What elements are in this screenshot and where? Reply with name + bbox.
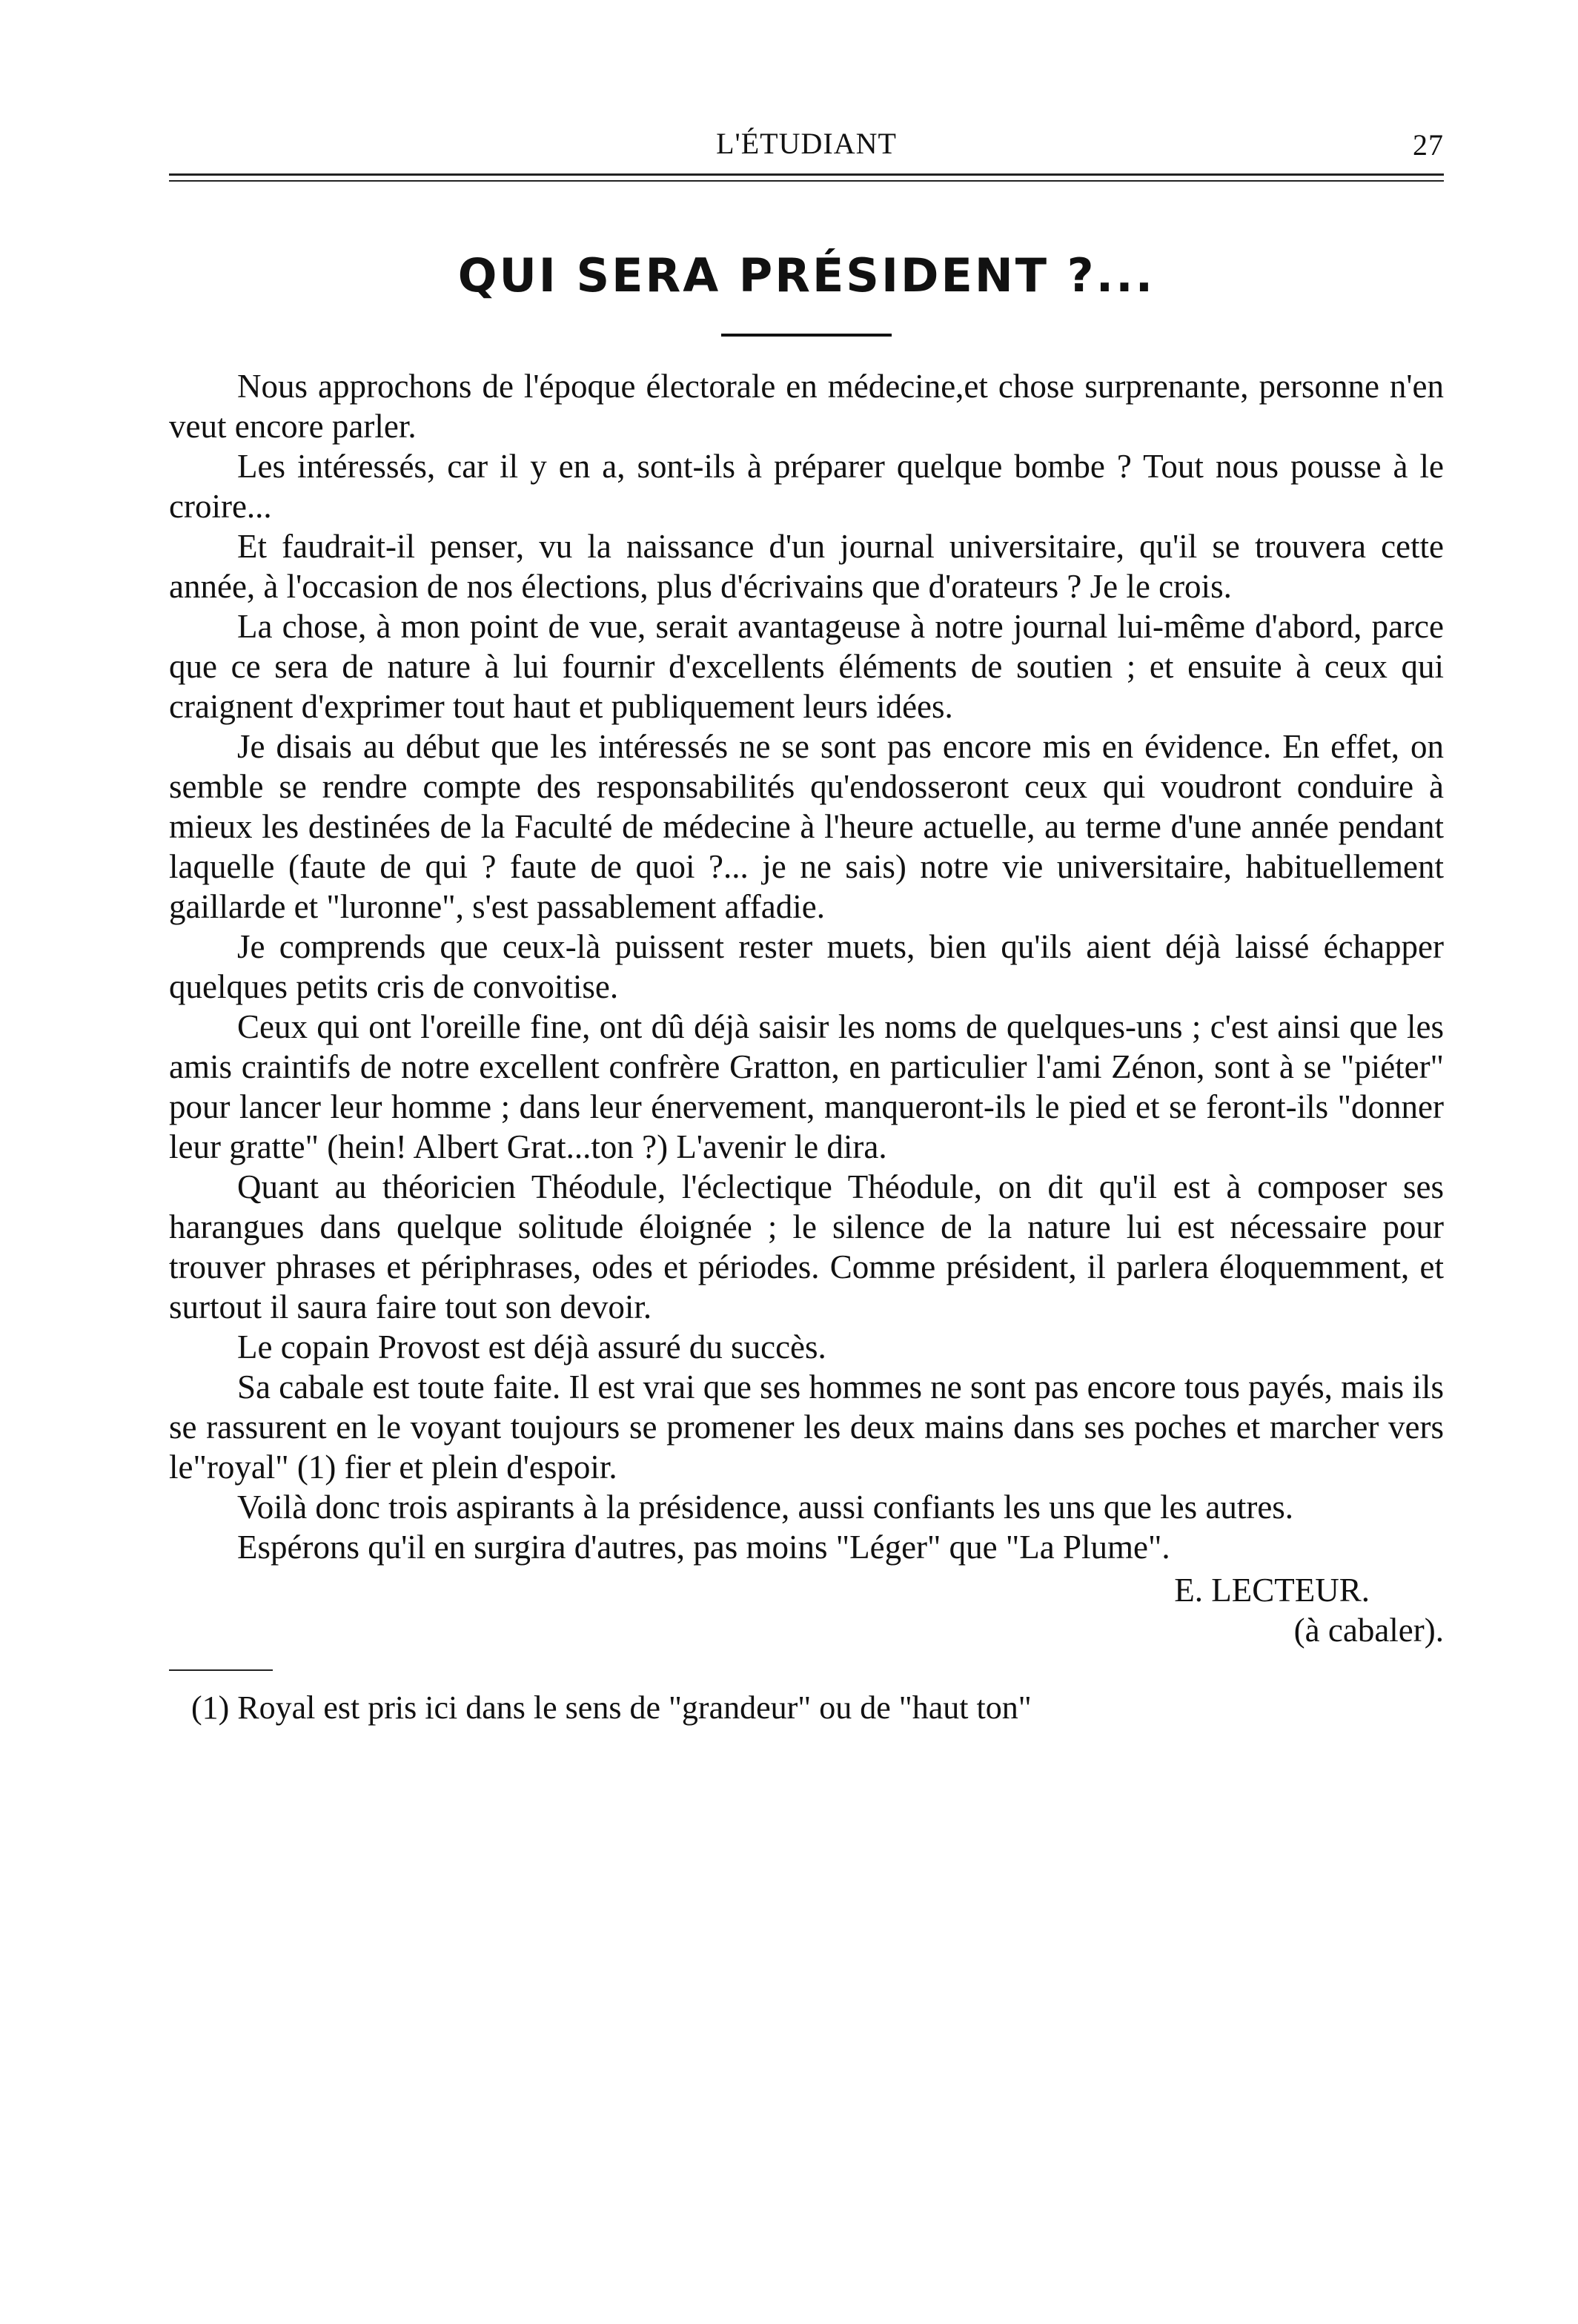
article-title: QUI SERA PRÉSIDENT ?... — [457, 248, 1156, 302]
article-body — [169, 366, 1444, 1567]
journal-page — [169, 111, 1444, 1727]
title-rule — [721, 334, 892, 337]
footnote-rule — [169, 1669, 273, 1671]
paragraph: Et faudrait-il penser, vu la naissance d'un journal universitaire, qu'il se trouvera cette année, à l'occasion de nos élections, plus d'écrivains que d'orateurs ? Je le crois. — [169, 528, 1444, 605]
signature-block — [169, 1570, 1444, 1650]
running-head — [169, 111, 1444, 162]
footnote: (1) Royal est pris ici dans le sens de "grandeur" ou de "haut ton" — [191, 1689, 1032, 1726]
paragraph: Ceux qui ont l'oreille fine, ont dû déjà saisir les noms de quelques-uns ; c'est ainsi que les amis craintifs de notre excellent confrère Gratton, en particulier l'ami Zénon, sont à se "piéter" pour lancer leur homme ; dans leur énervement, manqueront-ils le pied et se feront-ils "donner leur gratte" (hein! Albert Grat...ton ?) L'avenir le dira. — [169, 1008, 1444, 1165]
paragraph: Espérons qu'il en surgira d'autres, pas moins "Léger" que "La Plume". — [237, 1529, 1170, 1566]
paragraph: Les intéressés, car il y en a, sont-ils à préparer quelque bombe ? Tout nous pousse à le croire... — [169, 448, 1444, 525]
author-name: E. LECTEUR. — [1174, 1572, 1370, 1609]
paragraph: Je disais au début que les intéressés ne se sont pas encore mis en évidence. En effet, on semble se rendre compte des responsabilités qu'endosseront ceux qui voudront conduire à mieux les destinées de la Faculté de médecine à l'heure actuelle, au terme d'une année pendant laquelle (faute de qui ? faute de quoi ?... je ne sais) notre vie universitaire, habituellement gaillarde et "luronne", s'est passablement affadie. — [169, 728, 1444, 925]
page-number: 27 — [1413, 128, 1444, 162]
paragraph: Nous approchons de l'époque électorale en médecine,et chose surprenante, personne n'en veut encore parler. — [169, 368, 1444, 445]
paragraph: La chose, à mon point de vue, serait avantageuse à notre journal lui-même d'abord, parce que ce sera de nature à lui fournir d'excellents éléments de soutien ; et ensuite à ceux qui craignent d'exprimer tout haut et publiquement leurs idées. — [169, 608, 1444, 725]
paragraph: Sa cabale est toute faite. Il est vrai que ses hommes ne sont pas encore tous payés, mais ils se rassurent en le voyant toujours se promener les deux mains dans ses poches et marcher vers le"royal" (1) fier et plein d'espoir. — [169, 1368, 1444, 1486]
journal-title: L'ÉTUDIANT — [716, 127, 897, 160]
paragraph: Je comprends que ceux-là puissent rester muets, bien qu'ils aient déjà laissé échapper quelques petits cris de convoitise. — [169, 928, 1444, 1005]
paragraph: Quant au théoricien Théodule, l'éclectique Théodule, on dit qu'il est à composer ses harangues dans quelque solitude éloignée ; le silence de la nature lui est nécessaire pour trouver phrases et périphrases, odes et périodes. Comme président, il parlera éloquemment, et surtout il saura faire tout son devoir. — [169, 1168, 1444, 1325]
paragraph: Le copain Provost est déjà assuré du succès. — [237, 1328, 826, 1365]
paragraph: Voilà donc trois aspirants à la présidence, aussi confiants les uns que les autres. — [237, 1489, 1294, 1526]
header-double-rule — [169, 173, 1444, 182]
author-note: (à cabaler). — [1293, 1612, 1444, 1649]
